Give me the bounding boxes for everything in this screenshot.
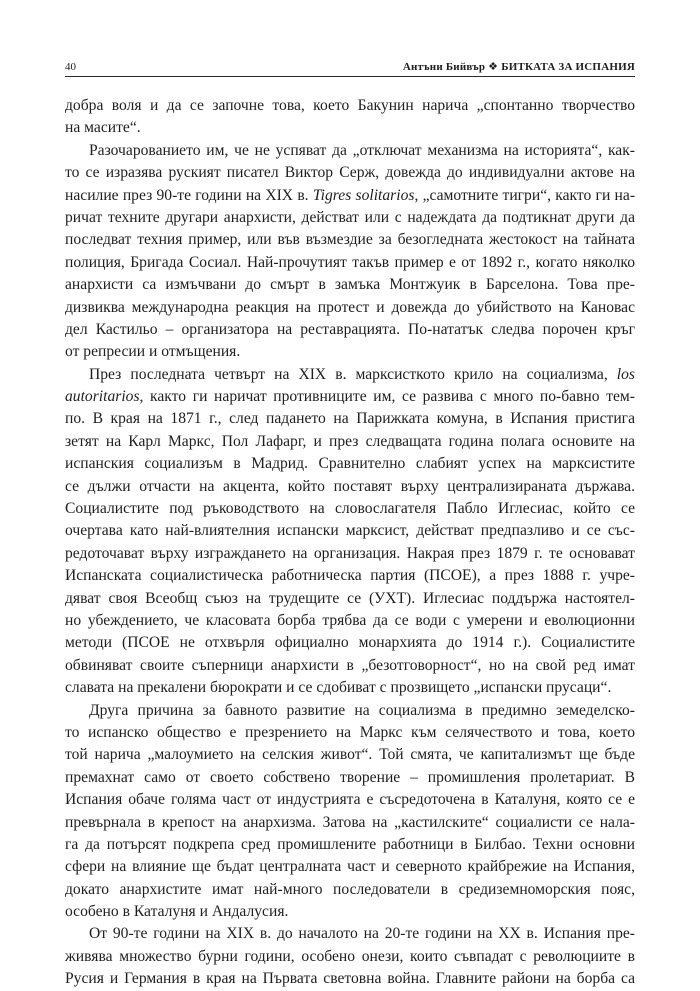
text-segment: , както ги наричат противниците им, се развива с много по-бавно тем- bbox=[139, 388, 635, 406]
text-line: то се изразява руският писател Виктор Серж, довежда до индивидуални актове на bbox=[65, 164, 635, 182]
text-line: Русия и Германия в края на Първата световна война. Главните райони на борба са bbox=[65, 970, 635, 988]
body-text bbox=[65, 95, 635, 991]
italic-term: los bbox=[616, 365, 635, 383]
text-segment: насилие през 90-те години на XIX в. bbox=[65, 186, 313, 204]
text-line: превърнала в крепост на анархизма. Затова на „кастилските“ социалисти се нала- bbox=[65, 813, 635, 831]
text-line: той нарича „малоумието на селския живот“. Той смята, че капитализмът ще бъде bbox=[65, 746, 635, 764]
text-line: от репресии и отмъщения. bbox=[65, 343, 241, 361]
text-line: докато анархистите имат най-много последователи в средиземноморския пояс, bbox=[65, 880, 635, 898]
text-line: анархисти са измъчвани до смърт в замъка Монтжуик в Барселона. Това пре- bbox=[65, 276, 635, 294]
text-line: дизвиква международна реакция на протест и довежда до убийството на Кановас bbox=[65, 298, 635, 316]
text-line: зетят на Карл Маркс, Пол Лафарг, и през следващата година полага основите на bbox=[65, 432, 635, 450]
text-line: живява множество бурни години, особено онези, които съвпадат с революциите в bbox=[65, 947, 635, 965]
text-line bbox=[65, 364, 635, 386]
text-line: ричат техните другари анархисти, действат или с надеждата да подтикнат други да bbox=[65, 208, 635, 226]
text-line: Друга причина за бавното развитие на социализма в предимно земеделско- bbox=[89, 701, 635, 719]
text-line: Испания обаче голяма част от индустрията е съсредоточена в Каталуня, която се е bbox=[65, 791, 635, 809]
text-line: на масите“. bbox=[65, 119, 141, 137]
text-line: Социалистите под ръководството на словослагателя Пабло Иглесиас, който се bbox=[65, 500, 635, 518]
text-line: но убеждението, че класовата борба трябва да се води с умерени и еволюционни bbox=[65, 611, 635, 629]
text-segment: , „самотните тигри“, както ги на- bbox=[414, 186, 636, 204]
author-name: Антъни Бийвър bbox=[402, 61, 486, 73]
text-line: славата на прекалени бюрократи и се сдобиват с прозвището „испански прусаци“. bbox=[65, 679, 612, 697]
header-title bbox=[403, 58, 635, 76]
text-segment: През последната четвърт на XIX в. марксисткото крило на социализма, bbox=[89, 365, 617, 383]
text-line: методи (ПСОЕ не отхвърля официално монархията до 1914 г.). Социалистите bbox=[65, 634, 635, 652]
text-line: От 90-те години на XIX в. до началото на 20-те години на XX в. Испания пре- bbox=[89, 925, 635, 943]
text-line: добра воля и да се започне това, което Бакунин нарича „спонтанно творчество bbox=[65, 97, 635, 114]
text-line: сфери на влияние ще бъдат централната част и северното крайбрежие на Испания, bbox=[65, 858, 635, 876]
text-line: по. В края на 1871 г., след падането на Парижката комуна, в Испания пристига bbox=[65, 410, 635, 428]
text-line bbox=[65, 386, 635, 408]
text-line: Испанската социалистическа работническа партия (ПСОЕ), а през 1888 г. учре- bbox=[65, 567, 635, 585]
text-line: испанския социализъм в Мадрид. Сравнително слабият успех на марксистите bbox=[65, 455, 635, 473]
text-line: то испанско общество е презрението на Маркс към селячеството и това, което bbox=[65, 723, 635, 741]
text-line: премахнат само от своето собствено творение – промишления пролетариат. В bbox=[65, 768, 635, 786]
text-line: полиция, Бригада Сосиал. Най-прочутият такъв пример е от 1892 г., когато няколко bbox=[65, 253, 635, 271]
text-line: се дължи отчасти на акцента, който поставят върху централизираната държава. bbox=[65, 477, 635, 495]
text-line: редоточават върху изграждането на организация. Накрая през 1879 г. те основават bbox=[65, 544, 635, 562]
italic-term: Tigres solitarios bbox=[312, 186, 415, 204]
text-line: последват техния пример, или във възмездие за безогледната жестокост на тайната bbox=[65, 231, 635, 249]
text-line: Разочарованието им, че не успяват да „отключат механизма на историята“, как- bbox=[89, 141, 635, 159]
book-title: БИТКАТА ЗА ИСПАНИЯ bbox=[501, 61, 635, 73]
text-line: га да потърсят подкрепа сред промишлените работници в Билбао. Техни основни bbox=[65, 835, 635, 853]
italic-term: autoritarios bbox=[65, 388, 140, 406]
ornament-separator-icon: ❖ bbox=[488, 61, 499, 73]
text-line: особено в Каталуня и Андалусия. bbox=[65, 903, 289, 921]
text-line: дяват своя Всеобщ съюз на трудещите се (УХТ). Иглесиас поддържа настоятел- bbox=[65, 589, 635, 607]
text-line: обвиняват своите съперници анархисти в „безотговорност“, но на свой ред имат bbox=[65, 656, 635, 674]
text-line: дел Кастильо – организатора на реставрацията. По-нататък следва порочен кръг bbox=[65, 320, 635, 338]
text-line bbox=[65, 185, 635, 207]
running-header bbox=[65, 58, 635, 77]
page-number: 40 bbox=[65, 61, 76, 73]
text-line: очертава като най-влиятелния испански марксист, действат предпазливо и се със- bbox=[65, 522, 635, 540]
